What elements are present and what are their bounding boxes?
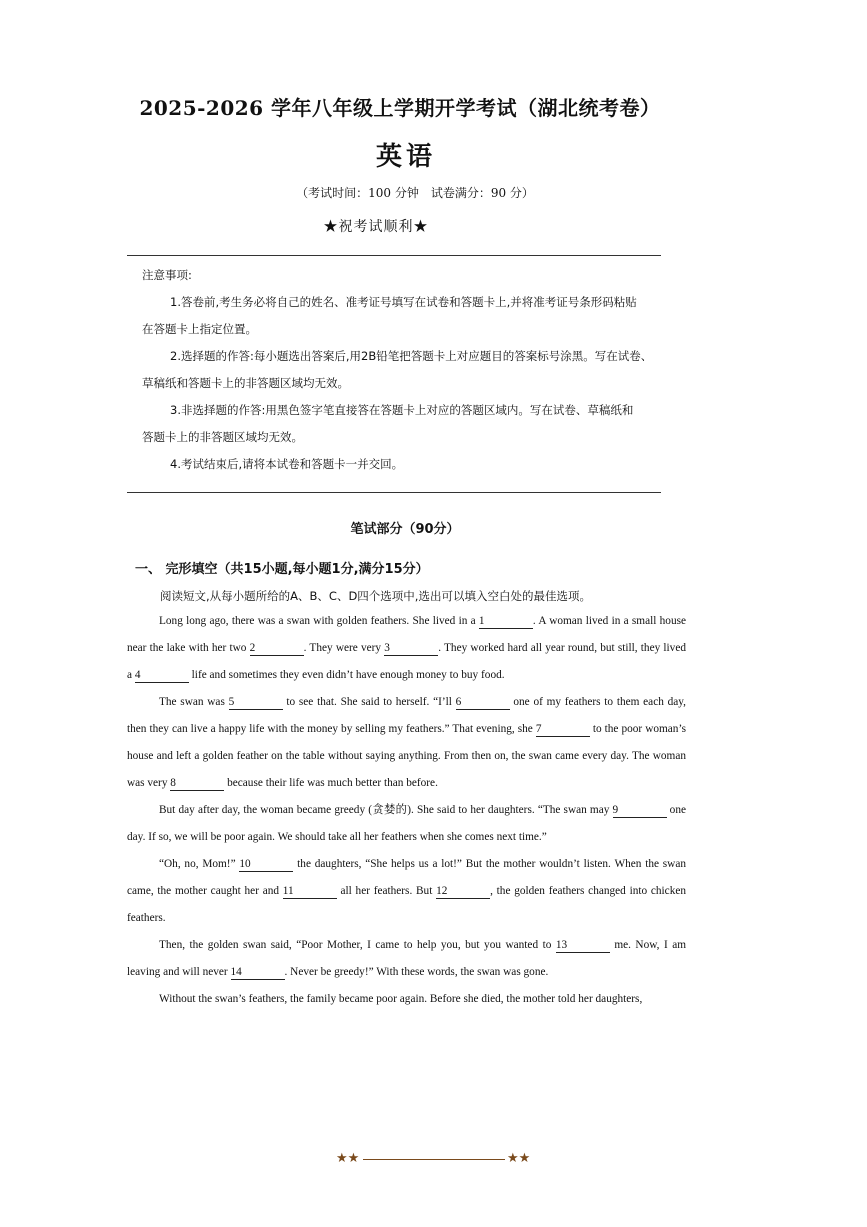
passage-text: . They were very: [303, 642, 385, 654]
footer-ornament: [336, 1150, 532, 1170]
blank-3: 3: [384, 642, 438, 656]
passage-paragraph-4: [127, 851, 686, 932]
note-item-3: 3.非选择题的作答:用黑色签字笔直接答在答题卡上对应的答题区域内。写在试卷、草稿纸和: [170, 403, 634, 417]
passage-paragraph-3: [127, 797, 686, 851]
bottom-divider: [127, 492, 661, 493]
passage-text: Without the swan’s feathers, the family became poor again. Before she died, the mother told her daughters,: [159, 993, 643, 1005]
passage-text: me. Now, I am leaving and will never: [127, 939, 686, 978]
passage-text: all her feathers. But: [336, 885, 437, 897]
passage-paragraph-1: [127, 608, 686, 689]
subject-title: 英语: [375, 142, 436, 172]
note-item-2: 2.选择题的作答:每小题选出答案后,用2B铅笔把答题卡上对应题目的答案标号涂黑。写在试卷、: [170, 349, 653, 363]
blank-6: 6: [456, 696, 510, 710]
passage-paragraph-2: [127, 689, 686, 797]
passage-text: “Oh, no, Mom!”: [159, 858, 240, 870]
passage-text: . Never be greedy!” With these words, the swan was gone.: [284, 966, 549, 978]
footer-line: [363, 1159, 505, 1160]
section-title: 一、 完形填空（共15小题,每小题1分,满分15分）: [135, 562, 429, 577]
passage-text: one day. If so, we will be poor again. We should take all her feathers when she comes next time.”: [127, 804, 686, 843]
blank-13: 13: [556, 939, 610, 953]
note-item-3-cont: 答题卡上的非答题区域均无效。: [142, 430, 303, 444]
good-luck-line: ★祝考试顺利★: [323, 219, 429, 235]
blank-7: 7: [536, 723, 590, 737]
blank-5: 5: [229, 696, 283, 710]
note-item-2-cont: 草稿纸和答题卡上的非答题区域均无效。: [142, 376, 349, 390]
blank-14: 14: [231, 966, 285, 980]
star-icon: ★★: [507, 1151, 531, 1166]
passage-text: one of my feathers to them each day, then they can live a happy life with the money by selling my feathers.” That evening, she: [127, 696, 687, 735]
blank-11: 11: [283, 885, 337, 899]
passage-text: the daughters, “She helps us a lot!” But the mother wouldn’t listen. When the swan came, the mother caught her and: [127, 858, 686, 897]
passage-text: But day after day, the woman became greedy (贪婪的). She said to her daughters. “The swan may: [159, 804, 613, 816]
notes-heading: 注意事项:: [142, 268, 192, 282]
passage-text: . A woman lived in a small house near the lake with her two: [127, 615, 686, 654]
cloze-passage: [127, 608, 686, 1013]
passage-text: Long long ago, there was a swan with golden feathers. She lived in a: [159, 615, 479, 627]
note-item-1-cont: 在答题卡上指定位置。: [142, 322, 257, 336]
passage-text: Then, the golden swan said, “Poor Mother, I came to help you, but you wanted to: [159, 939, 556, 951]
notes-block: [142, 262, 702, 478]
passage-text: because their life was much better than before.: [224, 777, 438, 789]
blank-12: 12: [436, 885, 490, 899]
part-title: 笔试部分（90分）: [350, 522, 460, 537]
passage-text: . They worked hard all year round, but still, they lived a: [127, 642, 686, 681]
top-divider: [127, 255, 661, 256]
passage-text: , the golden feathers changed into chicken feathers.: [127, 885, 687, 924]
blank-10: 10: [239, 858, 293, 872]
blank-1: 1: [479, 615, 533, 629]
passage-text: to the poor woman’s house and left a golden feather on the table without saying anything. From then on, the swan came every day. The woman was very: [127, 723, 686, 789]
exam-info: （考试时间：100 分钟 试卷满分：90 分）: [296, 186, 534, 200]
blank-4: 4: [135, 669, 189, 683]
passage-paragraph-6: [127, 986, 686, 1013]
exam-title: 2025-2026 学年八年级上学期开学考试（湖北统考卷）: [139, 96, 661, 120]
passage-text: The swan was: [159, 696, 229, 708]
blank-9: 9: [613, 804, 667, 818]
section-instruction: 阅读短文,从每小题所给的A、B、C、D四个选项中,选出可以填入空白处的最佳选项。: [160, 589, 591, 603]
star-icon: ★★: [336, 1151, 360, 1166]
passage-text: to see that. She said to herself. “I’ll: [282, 696, 456, 708]
note-item-1: 1.答卷前,考生务必将自己的姓名、准考证号填写在试卷和答题卡上,并将准考证号条形码粘贴: [170, 295, 637, 309]
blank-2: 2: [250, 642, 304, 656]
blank-8: 8: [170, 777, 224, 791]
note-item-4: 4.考试结束后,请将本试卷和答题卡一并交回。: [170, 457, 404, 471]
passage-paragraph-5: [127, 932, 686, 986]
passage-text: life and sometimes they even didn’t have enough money to buy food.: [188, 669, 505, 681]
